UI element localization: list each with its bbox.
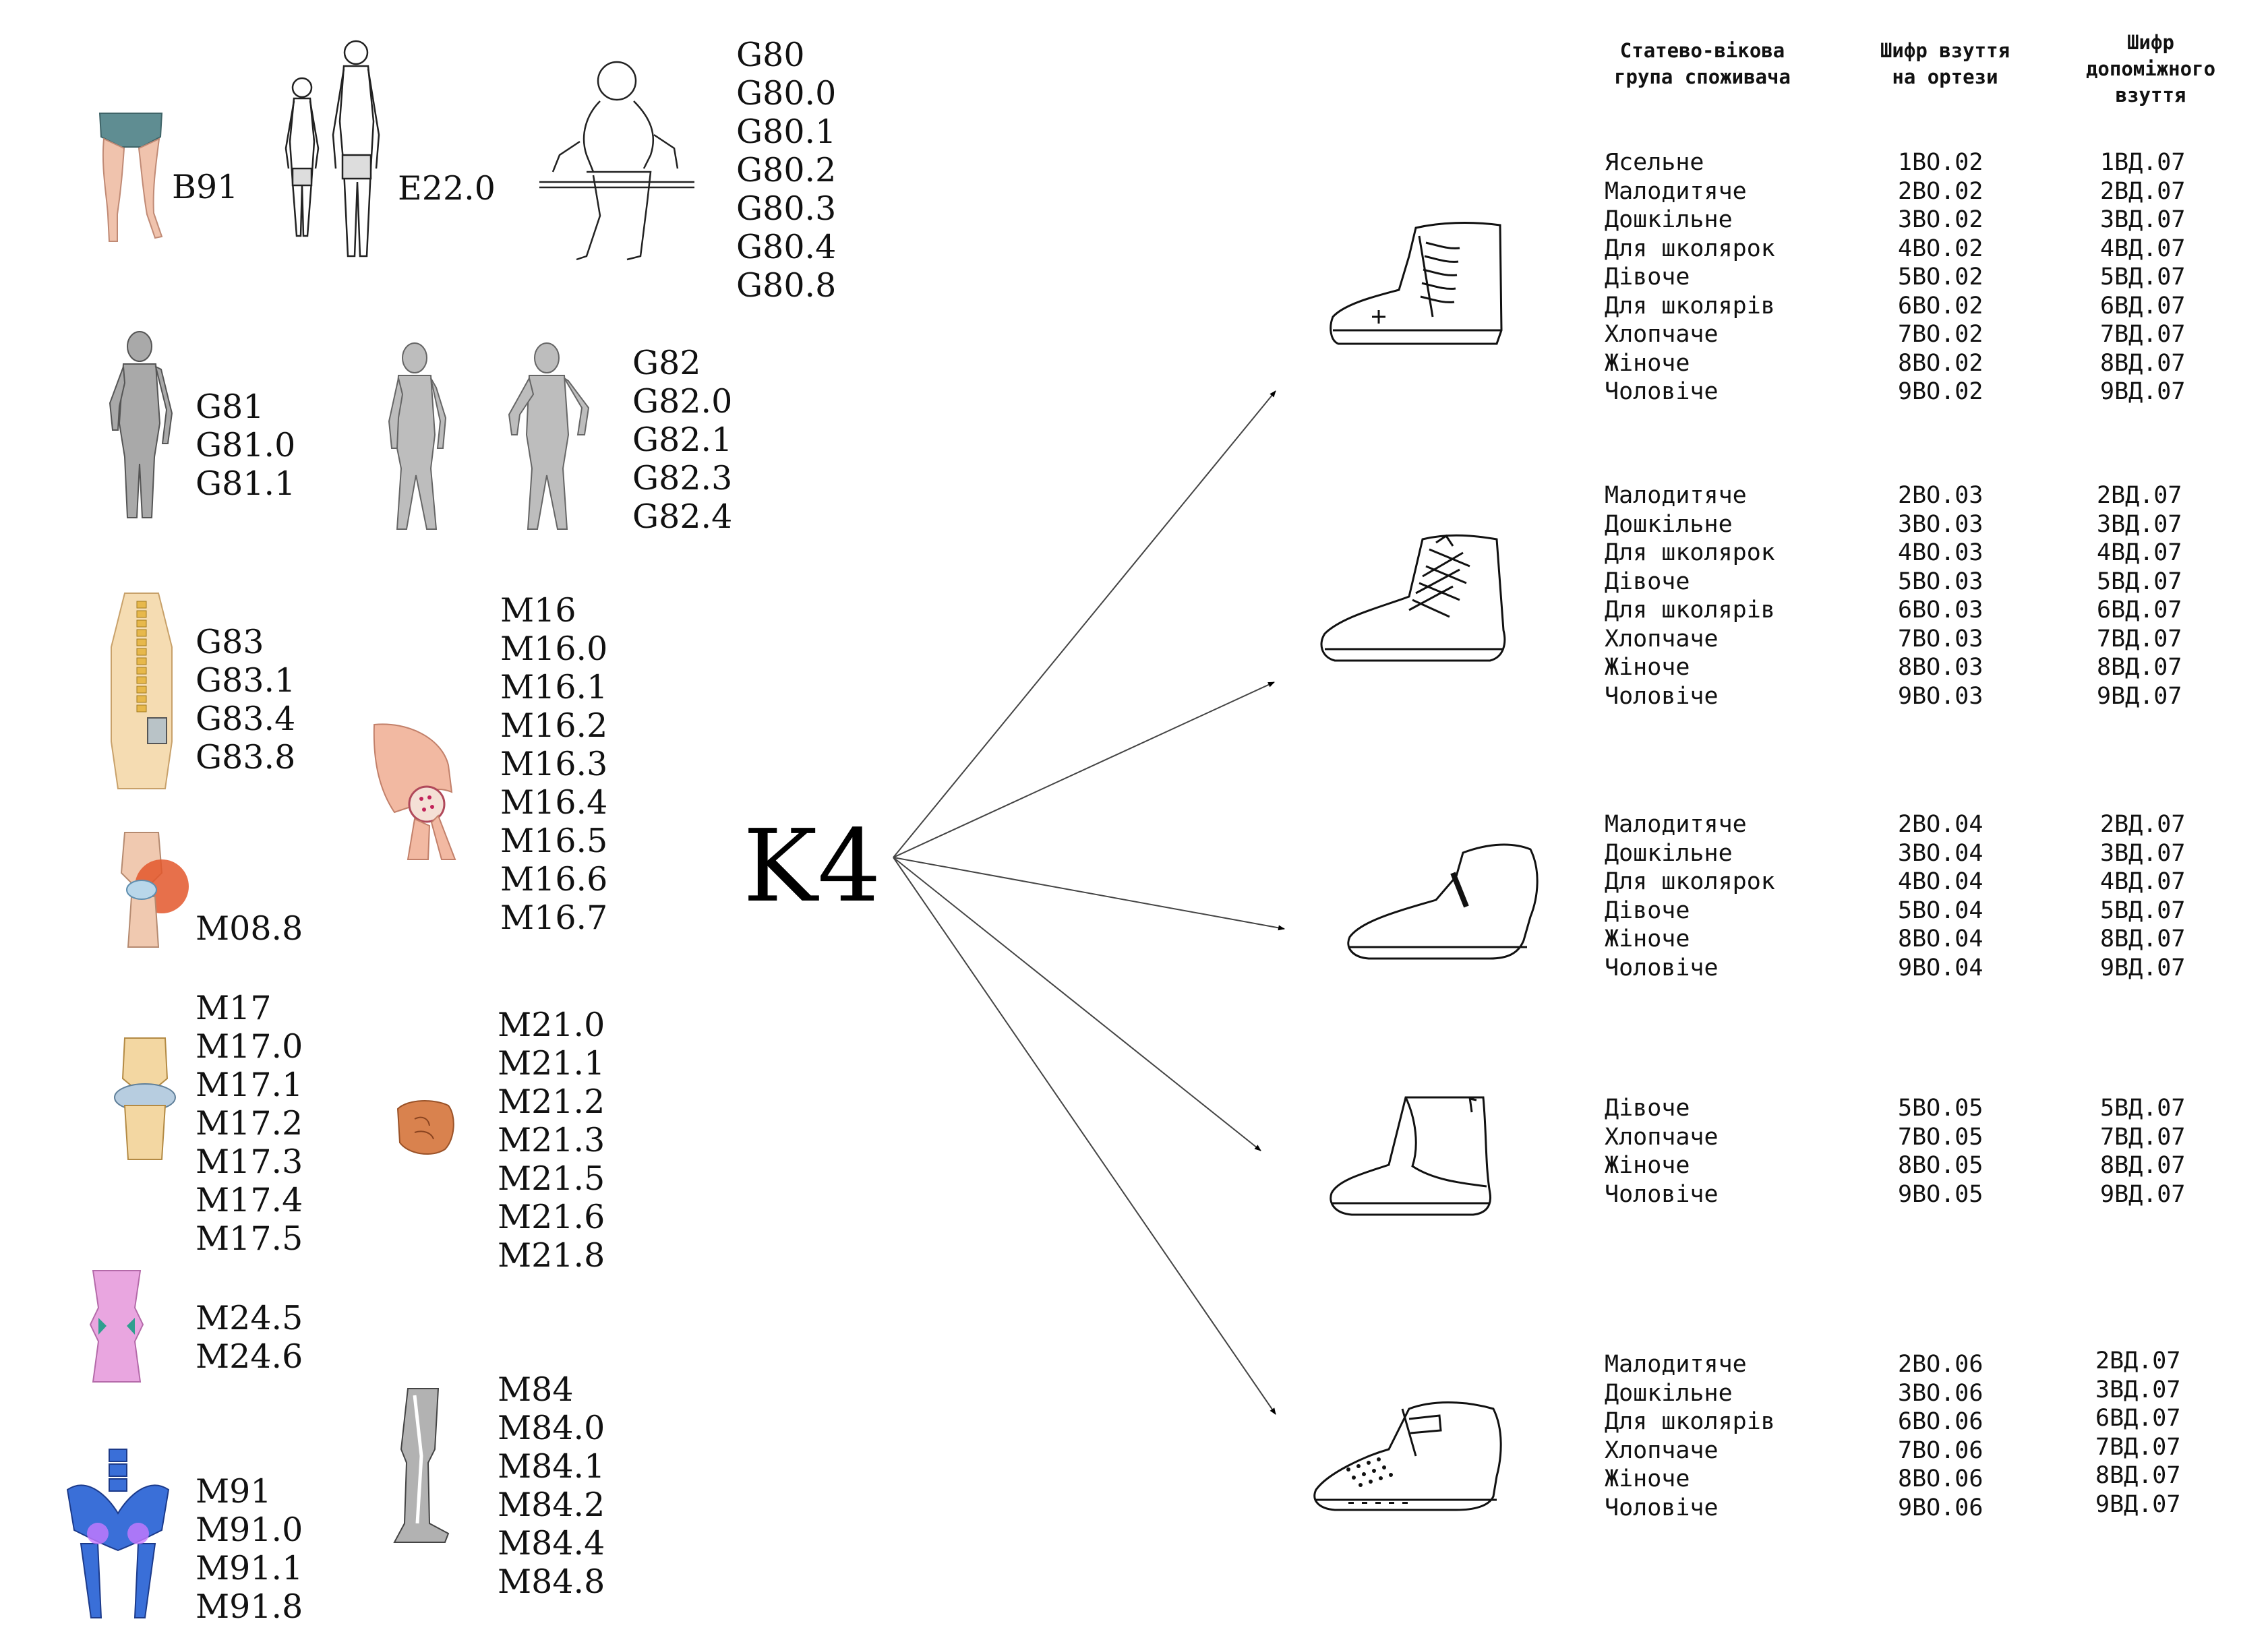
orthosis-code: 4ВО.04	[1898, 868, 1983, 895]
arrow-1	[893, 391, 1276, 857]
auxiliary-code: 5ВД.07	[2100, 1095, 2186, 1122]
code: M84.4	[498, 1524, 605, 1563]
codes-m91	[196, 1472, 303, 1626]
code: M24.6	[196, 1337, 303, 1376]
paresis-figure-back-icon	[502, 340, 590, 536]
code: M17.2	[196, 1104, 303, 1143]
orthosis-code: 9ВО.06	[1898, 1494, 1983, 1521]
code: M17	[196, 989, 272, 1027]
orthosis-code: 8ВО.02	[1898, 349, 1983, 377]
orthosis-code: 7ВО.05	[1898, 1123, 1983, 1151]
code: M16.2	[500, 706, 608, 745]
code: M16.7	[500, 899, 608, 937]
auxiliary-code: 4ВД.07	[2100, 235, 2186, 262]
code: B91	[172, 168, 239, 206]
code: G80.3	[736, 189, 837, 228]
orthosis-code: 5ВО.05	[1898, 1095, 1983, 1122]
group: Для школярок	[1605, 235, 1775, 262]
orthosis-code: 2ВО.04	[1898, 811, 1983, 838]
auxiliary-code: 5ВД.07	[2100, 897, 2186, 924]
block1-groups	[1605, 148, 1775, 406]
orthosis-code: 8ВО.04	[1898, 926, 1983, 952]
auxiliary-code: 9ВД.07	[2095, 1490, 2181, 1518]
orthosis-code: 8ВО.06	[1898, 1465, 1983, 1492]
code: M21.8	[498, 1236, 605, 1275]
auxiliary-code: 2ВД.07	[2097, 482, 2182, 509]
code: G80	[736, 36, 805, 74]
orthosis-code: 7ВО.06	[1898, 1436, 1983, 1464]
block4-groups	[1605, 1094, 1719, 1209]
arrow-5	[893, 857, 1276, 1414]
group: Малодитяче	[1605, 1351, 1747, 1378]
orthosis-code: 3ВО.02	[1898, 206, 1983, 233]
code: M16.3	[500, 745, 608, 783]
code: M16.5	[500, 822, 608, 860]
code: G83.1	[196, 661, 296, 700]
laced-ankle-boot-icon	[1315, 529, 1517, 671]
code: G80.8	[736, 266, 837, 305]
group: Дошкільне	[1605, 206, 1733, 233]
auxiliary-code: 6ВД.07	[2097, 597, 2182, 624]
code: G81	[196, 388, 264, 426]
auxiliary-code: 8ВД.07	[2100, 349, 2186, 377]
group: Дівоче	[1605, 897, 1690, 924]
code: M17.3	[196, 1143, 303, 1181]
group: Дівоче	[1605, 568, 1690, 595]
code: M08.8	[196, 909, 303, 948]
codes-m17	[196, 989, 303, 1258]
block3-auxiliary	[2100, 810, 2185, 982]
auxiliary-code: 3ВД.07	[2097, 510, 2182, 538]
auxiliary-code: 6ВД.07	[2100, 292, 2186, 320]
spine-figure-icon	[105, 593, 179, 789]
orthosis-code: 3ВО.03	[1898, 510, 1983, 538]
block4-auxiliary	[2100, 1094, 2185, 1209]
code: M17.4	[196, 1181, 303, 1219]
code: G80.1	[736, 113, 837, 151]
auxiliary-code: 9ВД.07	[2100, 378, 2186, 405]
group: Жіноче	[1605, 349, 1690, 377]
codes-b91	[172, 168, 238, 206]
code: M21.5	[498, 1159, 605, 1198]
codes-g82	[632, 344, 732, 536]
block2-orthosis	[1898, 481, 1983, 710]
hip-joint-icon	[367, 725, 462, 859]
code: M84	[498, 1370, 574, 1409]
code: G82.1	[632, 421, 733, 459]
codes-m16	[500, 591, 607, 937]
group: Хлопчаче	[1605, 625, 1719, 653]
orthosis-code: 6ВО.02	[1898, 292, 1983, 320]
group: Чоловіче	[1605, 682, 1719, 710]
auxiliary-code: 8ВД.07	[2097, 654, 2182, 681]
code: M84.2	[498, 1486, 605, 1524]
group: Дошкільне	[1605, 510, 1733, 538]
block5-groups	[1605, 1350, 1775, 1522]
auxiliary-code: 3ВД.07	[2095, 1376, 2181, 1403]
auxiliary-code: 9ВД.07	[2097, 682, 2182, 710]
code: M17.0	[196, 1027, 303, 1066]
block2-groups	[1605, 481, 1775, 710]
code: M91	[196, 1472, 272, 1511]
group: Жіноче	[1605, 1152, 1690, 1179]
group: Хлопчаче	[1605, 321, 1719, 348]
codes-g81	[196, 388, 295, 503]
orthosis-code: 3ВО.04	[1898, 839, 1983, 867]
code: G83.8	[196, 738, 296, 777]
codes-g80	[736, 36, 836, 305]
code: M91.8	[196, 1587, 303, 1626]
code: M21.2	[498, 1083, 605, 1121]
header-orthosis-text: Шифр взуття на ортези	[1880, 39, 2010, 88]
code: M16.1	[500, 668, 608, 706]
leg-figure-icon	[94, 107, 169, 248]
code: M17.5	[196, 1219, 303, 1258]
codes-m21	[498, 1006, 605, 1275]
auxiliary-code: 5ВД.07	[2100, 264, 2186, 291]
block1-auxiliary	[2100, 148, 2185, 406]
group: Дівоче	[1605, 1095, 1690, 1122]
auxiliary-code: 8ВД.07	[2095, 1462, 2181, 1489]
group: Малодитяче	[1605, 811, 1747, 838]
auxiliary-code: 7ВД.07	[2097, 625, 2182, 653]
group: Жіноче	[1605, 654, 1690, 681]
code: M84.0	[498, 1409, 605, 1447]
group: Для школярів	[1605, 597, 1775, 624]
auxiliary-code: 2ВД.07	[2100, 811, 2186, 838]
perforated-strap-shoe-icon	[1308, 1389, 1510, 1517]
high-boot-icon	[1325, 216, 1514, 357]
code: M17.1	[196, 1066, 303, 1104]
block4-orthosis	[1898, 1094, 1983, 1209]
code: M16.6	[500, 860, 608, 899]
orthosis-code: 2ВО.03	[1898, 482, 1983, 509]
center-label: K4	[743, 808, 881, 924]
group: Дошкільне	[1605, 1379, 1733, 1407]
group: Для школярів	[1605, 292, 1775, 320]
codes-e22	[398, 169, 496, 208]
slip-on-shoe-icon	[1342, 836, 1544, 971]
orthosis-code: 1ВО.02	[1898, 149, 1983, 176]
orthosis-code: 2ВО.02	[1898, 177, 1983, 205]
code: G82.0	[632, 382, 733, 421]
code: M21.3	[498, 1121, 605, 1159]
group: Для школярок	[1605, 539, 1775, 566]
code: E22.0	[398, 169, 496, 208]
auxiliary-code: 4ВД.07	[2097, 539, 2182, 566]
orthosis-code: 7ВО.03	[1898, 625, 1983, 653]
auxiliary-code: 3ВД.07	[2100, 839, 2186, 867]
orthosis-code: 8ВО.03	[1898, 654, 1983, 681]
code: M84.1	[498, 1447, 605, 1486]
orthosis-code: 4ВО.02	[1898, 235, 1983, 262]
auxiliary-code: 9ВД.07	[2100, 954, 2186, 981]
auxiliary-code: 5ВД.07	[2097, 568, 2182, 595]
codes-m08	[196, 909, 303, 948]
code: M91.1	[196, 1549, 303, 1587]
group: Чоловіче	[1605, 1494, 1719, 1521]
deformed-hand-icon	[394, 1099, 455, 1156]
header-group	[1571, 38, 1834, 90]
auxiliary-code: 7ВД.07	[2100, 1123, 2186, 1151]
code: M16.4	[500, 783, 608, 822]
group: Дівоче	[1605, 264, 1690, 291]
codes-m24	[196, 1299, 303, 1376]
code: M16	[500, 591, 576, 630]
group: Чоловіче	[1605, 954, 1719, 981]
auxiliary-code: 8ВД.07	[2100, 926, 2186, 952]
orthosis-code: 6ВО.03	[1898, 597, 1983, 624]
auxiliary-code: 4ВД.07	[2100, 868, 2186, 895]
group: Хлопчаче	[1605, 1436, 1719, 1464]
orthosis-code: 5ВО.03	[1898, 568, 1983, 595]
code: M91.0	[196, 1511, 303, 1549]
block1-orthosis	[1898, 148, 1983, 406]
auxiliary-code: 2ВД.07	[2095, 1347, 2181, 1374]
code: M84.8	[498, 1563, 605, 1601]
orthosis-code: 5ВО.02	[1898, 264, 1983, 291]
paresis-figure-front-icon	[374, 340, 455, 536]
group: Малодитяче	[1605, 177, 1747, 205]
orthosis-code: 7ВО.02	[1898, 321, 1983, 348]
codes-m84	[498, 1370, 605, 1601]
group: Жіноче	[1605, 926, 1690, 952]
group: Ясельне	[1605, 149, 1704, 176]
header-group-text: Статево-вікова група споживача	[1614, 39, 1791, 88]
group: Жіноче	[1605, 1465, 1690, 1492]
arrow-4	[893, 857, 1261, 1151]
arrow-2	[893, 682, 1274, 857]
codes-g83	[196, 623, 295, 777]
block2-auxiliary	[2097, 481, 2182, 710]
leg-skeleton-icon	[388, 1389, 455, 1544]
code: G82.3	[632, 459, 733, 497]
orthosis-code: 4ВО.03	[1898, 539, 1983, 566]
code: G81.0	[196, 426, 296, 464]
inflamed-knee-icon	[105, 832, 192, 947]
code: G80.4	[736, 228, 837, 266]
sitting-child-icon	[539, 54, 694, 270]
standing-boys-icon	[276, 34, 398, 270]
orthosis-code: 3ВО.06	[1898, 1379, 1983, 1407]
code: G82	[632, 344, 701, 382]
code: G80.2	[736, 151, 837, 189]
auxiliary-code: 3ВД.07	[2100, 206, 2186, 233]
block3-groups	[1605, 810, 1775, 982]
auxiliary-code: 9ВД.07	[2100, 1180, 2186, 1208]
orthosis-code: 9ВО.04	[1898, 954, 1983, 981]
header-auxiliary-text: Шифр допоміжного взуття	[2085, 31, 2216, 107]
auxiliary-code: 1ВД.07	[2100, 149, 2186, 176]
code: M24.5	[196, 1299, 303, 1337]
auxiliary-code: 7ВД.07	[2095, 1433, 2181, 1461]
header-auxiliary	[2050, 30, 2252, 109]
group: Малодитяче	[1605, 482, 1747, 509]
code: G83.4	[196, 700, 296, 738]
group: Для школярів	[1605, 1408, 1775, 1435]
block5-auxiliary	[2095, 1347, 2180, 1519]
code: M16.0	[500, 630, 608, 668]
group: Хлопчаче	[1605, 1123, 1719, 1151]
group: Дошкільне	[1605, 839, 1733, 867]
block3-orthosis	[1898, 810, 1983, 982]
knee-joint-icon	[108, 1038, 182, 1159]
code: G81.1	[196, 464, 296, 503]
zip-ankle-boot-icon	[1325, 1092, 1507, 1220]
auxiliary-code: 6ВД.07	[2095, 1405, 2181, 1432]
arrow-3	[893, 857, 1284, 929]
orthosis-code: 8ВО.05	[1898, 1152, 1983, 1179]
orthosis-code: 9ВО.03	[1898, 682, 1983, 710]
orthosis-code: 9ВО.05	[1898, 1180, 1983, 1208]
block5-orthosis	[1898, 1350, 1983, 1522]
group: Для школярок	[1605, 868, 1775, 895]
hemiparesis-figure-icon	[98, 329, 179, 524]
code: G83	[196, 623, 264, 661]
bone-structure-icon	[88, 1271, 145, 1382]
code: M21.1	[498, 1044, 605, 1083]
orthosis-code: 2ВО.06	[1898, 1351, 1983, 1378]
code: M21.0	[498, 1006, 605, 1044]
group: Чоловіче	[1605, 1180, 1719, 1208]
auxiliary-code: 8ВД.07	[2100, 1152, 2186, 1179]
header-orthosis	[1834, 38, 2056, 90]
auxiliary-code: 2ВД.07	[2100, 177, 2186, 205]
group: Чоловіче	[1605, 378, 1719, 405]
pelvis-skeleton-icon	[61, 1449, 175, 1618]
code: G82.4	[632, 497, 733, 536]
orthosis-code: 6ВО.06	[1898, 1408, 1983, 1435]
orthosis-code: 5ВО.04	[1898, 897, 1983, 924]
code: G80.0	[736, 74, 837, 113]
auxiliary-code: 7ВД.07	[2100, 321, 2186, 348]
orthosis-code: 9ВО.02	[1898, 378, 1983, 405]
code: M21.6	[498, 1198, 605, 1236]
